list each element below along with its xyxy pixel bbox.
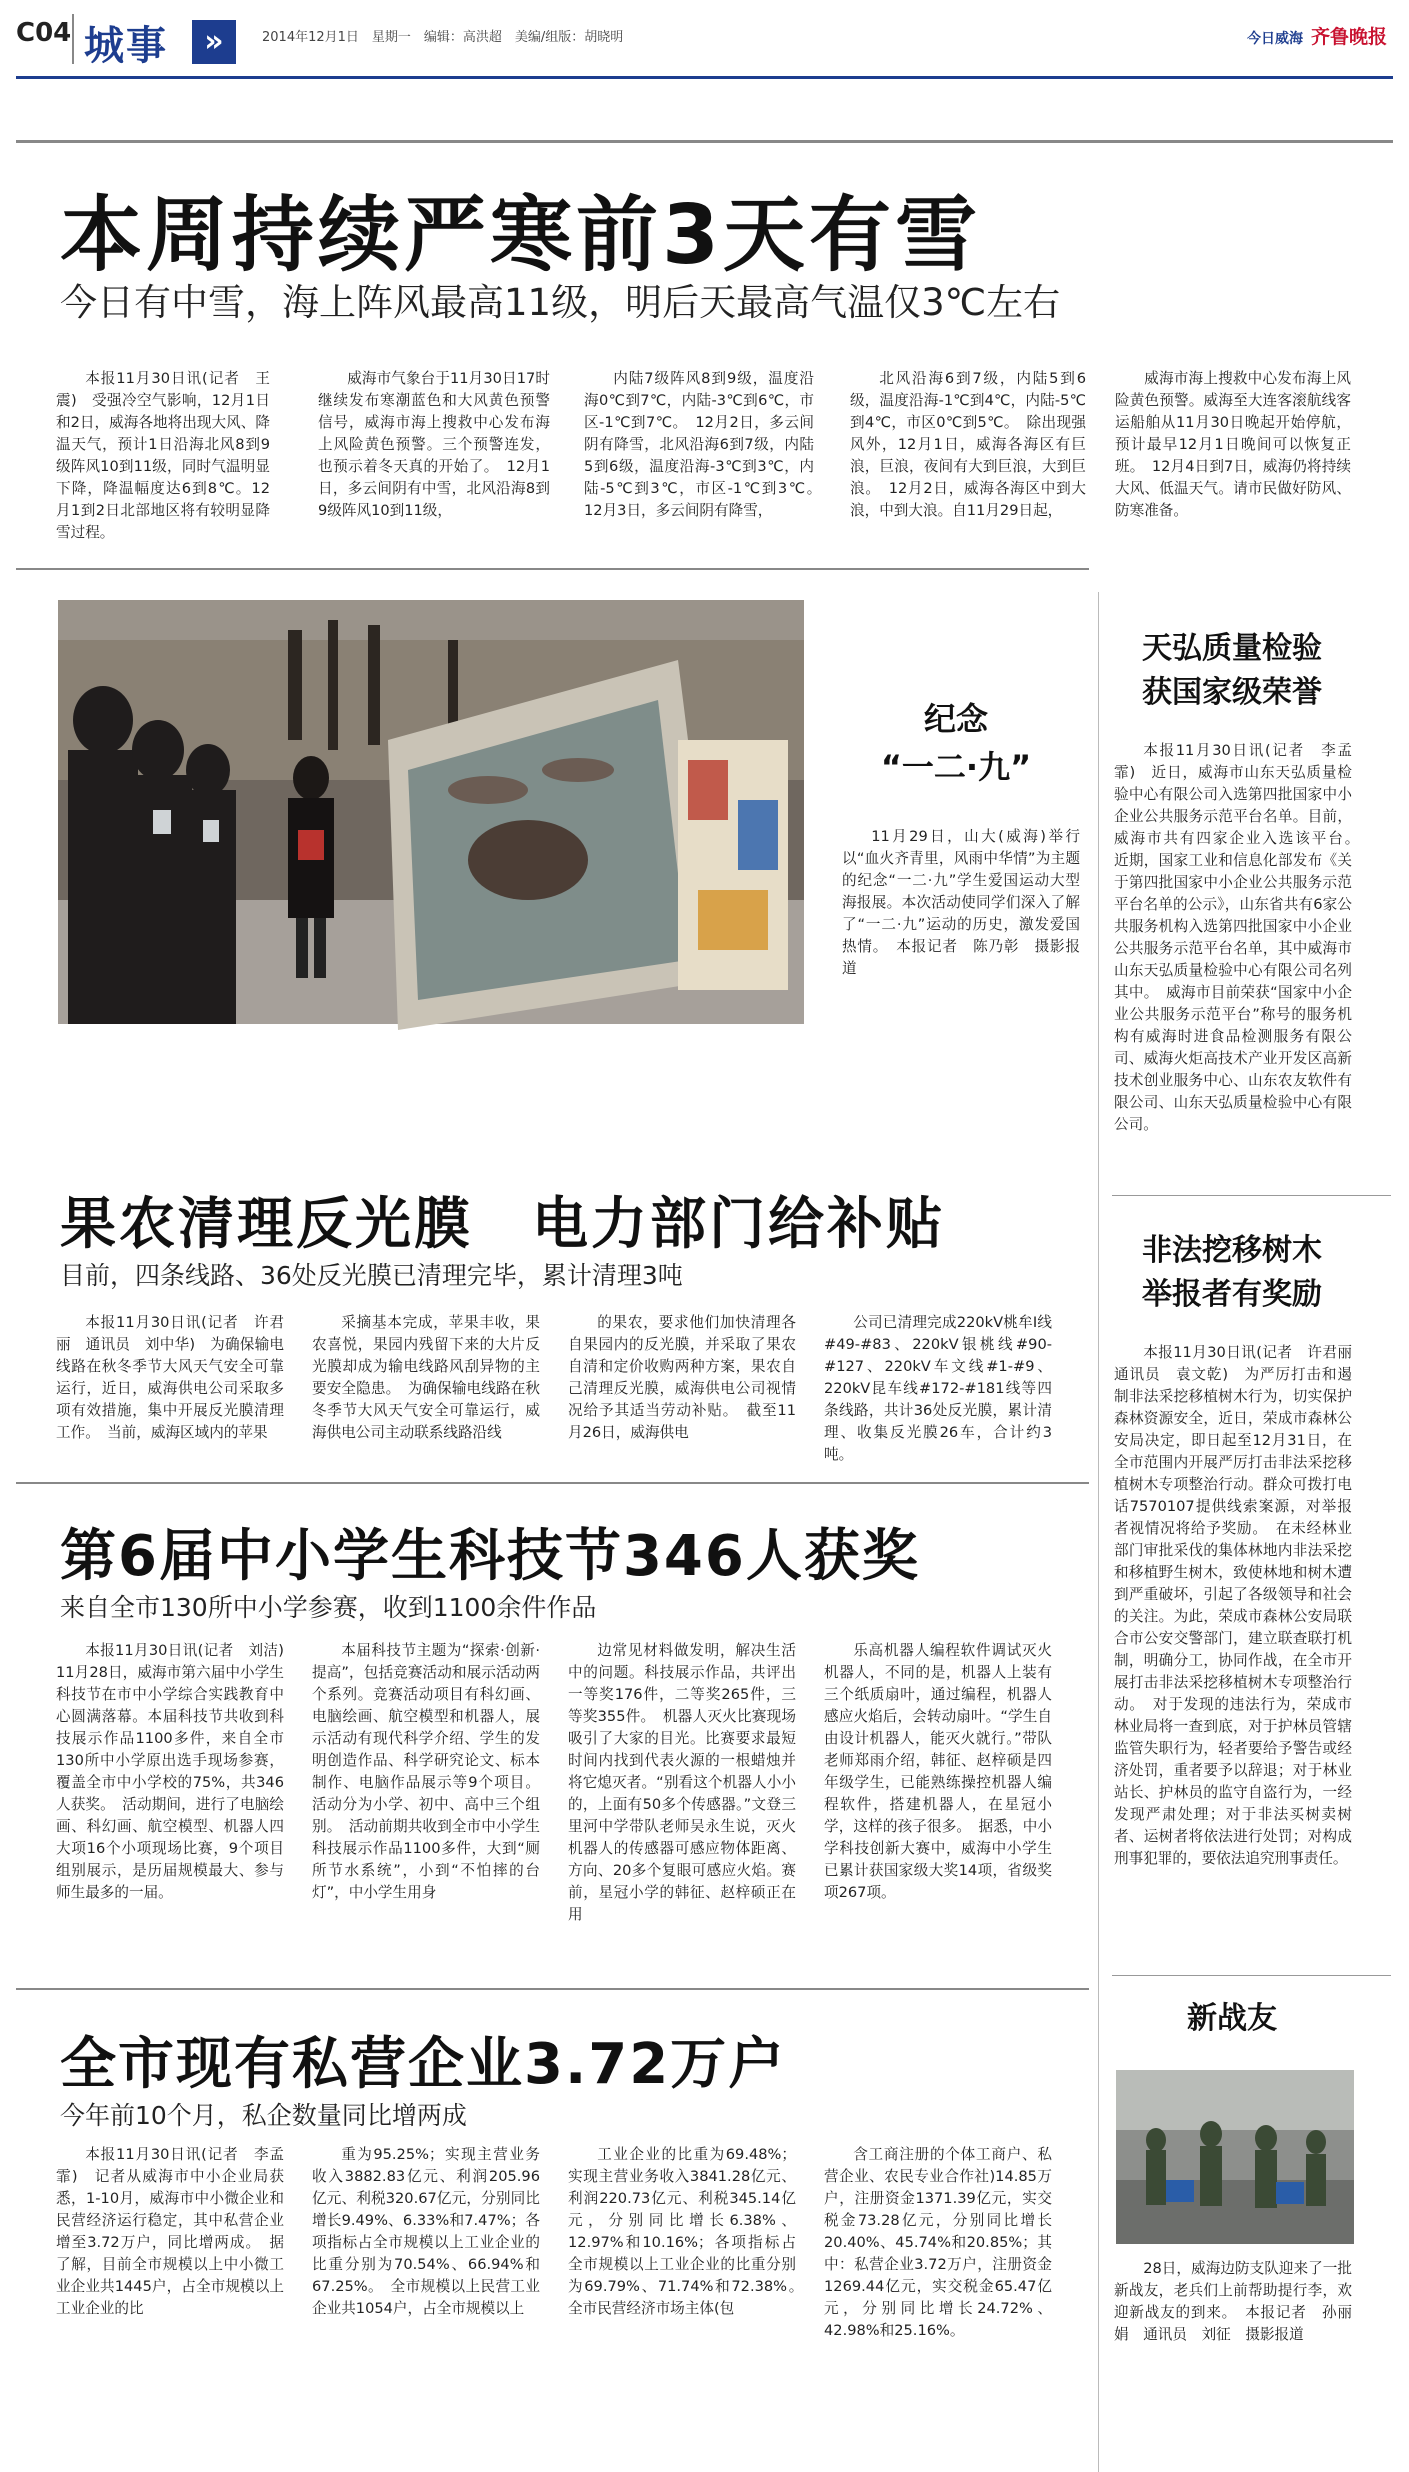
main-column-4: 北风沿海6到7级，内陆5到6级，温度沿海-1℃到4℃，内陆-5℃到4℃，市区0℃到5℃。 除出现强风外，12月1日，威海各海区有巨浪，巨浪，夜间有大到巨浪，大到巨浪。 12月2日，威海各海区中到大浪，中到大浪。自11月29日起， bbox=[850, 370, 1086, 519]
story4-column-3: 工业企业的比重为69.48%；实现主营业务收入3841.28亿元、利润220.73亿元、利税345.14亿元，分别同比增长6.38%、12.97%和10.16%；各项指标占全市规模以上工业企业的比重分别为69.79%、71.74%和72.38%。 全市民营经济市场主体(包 bbox=[568, 2146, 811, 2317]
main-column-1: 本报11月30日讯(记者 王震) 受强冷空气影响，12月1日和2日，威海各地将出现大风、降温天气，预计1日沿海北风8到9级阵风10到11级，同时气温明显下降，降温幅度达6到8℃。12月1到2日北部地区将有较明显降雪过程。 bbox=[56, 370, 270, 541]
sidebar-rule-2 bbox=[1112, 1975, 1391, 1976]
story2-column-1: 本报11月30日讯(记者 许君丽 通讯员 刘中华) 为确保输电线路在秋冬季节大风天气安全可靠运行，近日，威海供电公司采取多项有效措施，集中开展反光膜清理工作。 当前，威海区域内的苹果 bbox=[56, 1314, 284, 1441]
section-rule-3 bbox=[16, 1988, 1089, 1990]
sidebar2-body: 本报11月30日讯(记者 许君丽 通讯员 袁文乾) 为严厉打击和遏制非法采挖移植树木行为，切实保护森林资源安全，近日，荣成市森林公安局决定，即日起至12月31日，在全市范围内开展严厉打击非法采挖移植树木专项整治行动。群众可拨打电话7570107提供线索案源，对举报者视情况将给予奖励。 在未经林业部门审批采伐的集体林地内非法采挖和移植野生树木，致使林地和树木遭到严重破坏，引起了各级领导和社会的关注。为此，荣成市森林公安局联合市公安交警部门，建立联查联打机制，明确分工，协同作战，在全市开展打击非法采挖移植树木专项整治行动。 对于发现的违法行为，荣成市林业局将一查到底，对于护林员管辖监管失职行为，轻者要给予警告或经济处罚，重者要予以辞退；对于林业站长、护林员的监守自盗行为，一经发现严肃处理；对于非法买树卖树者、运树者将依法进行处罚；对构成刑事犯罪的，要依法追究刑事责任。 bbox=[1114, 1344, 1367, 1867]
story3-column-4: 乐高机器人编程软件调试灭火机器人，不同的是，机器人上装有三个纸质扇叶，通过编程，机器人感应火焰后，会转动扇叶。“学生自由设计机器人，能灭火就行。”带队老师郑雨介绍，韩征、赵梓硕是四年级学生，已能熟练操控机器人编程软件，搭建机器人，在星冠小学，这样的孩子很多。 据悉，中小学科技创新大赛中，威海中小学生已累计获国家级大奖14项，省级奖项267项。 bbox=[824, 1642, 1052, 1901]
sidebar3-title: 新战友 bbox=[1187, 2001, 1277, 2036]
photo-caption: 11月29日，山大(威海)举行以“血火齐青里，风雨中华情”为主题的纪念“一二·九”学生爱国运动大型海报展。本次活动使同学们深入了解了“一二·九”运动的历史，激发爱国热情。 本报记者 陈乃彰 摄影报道 bbox=[842, 828, 1080, 977]
main-column-5: 威海市海上搜救中心发布海上风险黄色预警。威海至大连客滚航线客运船舶从11月30日晚起开始停航，预计最早12月1日晚间可以恢复正班。 12月4日到7日，威海仍将持续大风、低温天气。请市民做好防风、防寒准备。 bbox=[1115, 370, 1351, 519]
headline-story3: 第6届中小学生科技节346人获奖 bbox=[60, 1524, 920, 1589]
sidebar3-caption: 28日，威海边防支队迎来了一批新战友，老兵们上前帮助提行李，欢迎新战友的到来。 本报记者 孙丽娟 通讯员 刘征 摄影报道 bbox=[1114, 2260, 1352, 2343]
header-divider bbox=[72, 14, 74, 64]
story2-column-2: 采摘基本完成，苹果丰收，果农喜悦，果园内残留下来的大片反光膜却成为输电线路风刮异物的主要安全隐患。 为确保输电线路在秋冬季节大风天气安全可靠运行，威海供电公司主动联系线路沿线 bbox=[312, 1314, 540, 1441]
sidebar1-body: 本报11月30日讯(记者 李孟霏) 近日，威海市山东天弘质量检验中心有限公司入选第四批国家中小企业公共服务示范平台名单。目前，威海市共有四家企业入选该平台。 近期，国家工业和信息化部发布《关于第四批国家中小企业公共服务示范平台名单的公示》，山东省共有6家公共服务机构入选第四批国家中小企业公共服务示范平台名单，其中威海市山东天弘质量检验中心有限公司名列其中。 威海市目前荣获“国家中小企业公共服务示范平台”称号的服务机构有威海时进食品检测服务有限公司、威海火炬高技术产业开发区高新技术创业服务中心、山东农友软件有限公司、山东天弘质量检验中心有限公司。 bbox=[1114, 742, 1367, 1133]
headline-main: 本周持续严寒前3天有雪 bbox=[60, 188, 982, 283]
brand-sub: 今日威海 bbox=[1246, 31, 1303, 47]
header-rule bbox=[16, 76, 1393, 79]
masthead-brand bbox=[1247, 22, 1387, 49]
main-column-3: 内陆7级阵风8到9级，温度沿海0℃到7℃，内陆-3℃到6℃，市区-1℃到7℃。 12月2日，多云间阴有降雪，北风沿海6到7级，内陆5到6级，温度沿海-3℃到3℃，内陆-5℃到3℃，市区-1℃到3℃。 12月3日，多云间阴有降雪， bbox=[584, 370, 829, 519]
header-rule-2 bbox=[16, 140, 1393, 143]
story4-column-4: 含工商注册的个体工商户、私营企业、农民专业合作社)14.85万户，注册资金1371.39亿元，实交税金73.28亿元，分别同比增长20.40%、45.74%和20.85%；其中：私营企业3.72万户，注册资金1269.44亿元，实交税金65.47亿元，分别同比增长24.72%、42.98%和25.16%。 bbox=[824, 2146, 1052, 2339]
story3-column-2: 本届科技节主题为“探索·创新·提高”，包括竞赛活动和展示活动两个系列。竞赛活动项目有科幻画、电脑绘画、航空模型和机器人，展示活动有现代科学介绍、学生的发明创造作品、科学研究论文、标本制作、电脑作品展示等9个项目。活动分为小学、初中、高中三个组别。 活动前期共收到全市中小学生科技展示作品1100多件，大到“厕所节水系统”，小到“不怕摔的台灯”，中小学生用身 bbox=[312, 1642, 540, 1901]
subheadline-story4: 今年前10个月，私企数量同比增两成 bbox=[60, 2101, 467, 2130]
page-number: C04 bbox=[16, 18, 72, 48]
subheadline-main: 今日有中雪，海上阵风最高11级，明后天最高气温仅3℃左右 bbox=[60, 281, 1061, 324]
subheadline-story3: 来自全市130所中小学参赛，收到1100余件作品 bbox=[60, 1593, 597, 1622]
headline-story4: 全市现有私营企业3.72万户 bbox=[60, 2032, 787, 2097]
story3-column-3: 边常见材料做发明，解决生活中的问题。科技展示作品，共评出一等奖176件，二等奖265件，三等奖355件。 机器人灭火比赛现场吸引了大家的目光。比赛要求最短时间内找到代表火源的一根蜡烛并将它熄灭者。“别看这个机器人小小的，上面有50多个传感器。”文登三里河中学带队老师吴永生说，灭火机器人的传感器可感应物体距离、方向、20多个复眼可感应火焰。赛前，星冠小学的韩征、赵梓硕正在用 bbox=[568, 1642, 796, 1923]
issue-meta: 2014年12月1日 星期一 编辑：高洪超 美编/组版：胡晓明 bbox=[262, 30, 624, 45]
story4-column-1: 本报11月30日讯(记者 李孟霏) 记者从威海市中小企业局获悉，1-10月，威海市中小微企业和民营经济运行稳定，其中私营企业增至3.72万户，同比增两成。 据了解，目前全市规模以上中小微工业企业共1445户，占全市规模以上工业企业的比 bbox=[56, 2146, 284, 2317]
sidebar2-title-1: 非法挖移树木 bbox=[1142, 1233, 1322, 1268]
story4-column-2: 重为95.25%；实现主营业务收入3882.83亿元、利润205.96亿元、利税320.67亿元，分别同比增长9.49%、6.33%和7.47%；各项指标占全市规模以上工业企业的比重分别为70.54%、66.94%和67.25%。 全市规模以上民营工业企业共1054户，占全市规模以上 bbox=[312, 2146, 540, 2317]
story2-column-3: 的果农，要求他们加快清理各自果园内的反光膜，并采取了果农自清和定价收购两种方案，果农自己清理反光膜，威海供电公司视情况给予其适当劳动补贴。 截至11月26日，威海供电 bbox=[568, 1314, 796, 1441]
brand-name: 齐鲁晚报 bbox=[1310, 26, 1387, 48]
exhibition-photo bbox=[58, 600, 804, 1024]
double-chevron-icon: » bbox=[192, 20, 236, 64]
photo-title-line2: “一二·九” bbox=[880, 748, 1032, 786]
sidebar-rule-1 bbox=[1112, 1195, 1391, 1196]
photo-title-line1: 纪念 bbox=[923, 700, 988, 738]
section-rule-2 bbox=[16, 1482, 1089, 1484]
sidebar1-title-2: 获国家级荣誉 bbox=[1142, 675, 1322, 710]
story3-column-1: 本报11月30日讯(记者 刘洁) 11月28日，威海市第六届中小学生科技节在市中小学综合实践教育中心圆满落幕。本届科技节共收到科技展示作品1100多件，来自全市130所中小学原出选手现场参赛，覆盖全市中小学校的75%，共346人获奖。 活动期间，进行了电脑绘画、科幻画、航空模型、机器人四大项16个小项现场比赛，9个项目组别展示，是历届规模最大、参与师生最多的一届。 bbox=[56, 1642, 299, 1901]
story2-column-4: 公司已清理完成220kV桃牟Ⅰ线#49-#83、220kV银桃线#90-#127、220kV车文线#1-#9、220kV昆车线#172-#181线等四条线路，共计36处反光膜，累计清理、收集反光膜26车，合计约3吨。 bbox=[824, 1314, 1052, 1463]
section-title: 城事 bbox=[84, 23, 168, 69]
subheadline-story2: 目前，四条线路、36处反光膜已清理完毕，累计清理3吨 bbox=[60, 1261, 683, 1290]
headline-story2: 果农清理反光膜 电力部门给补贴 bbox=[60, 1192, 945, 1257]
sidebar2-title-2: 举报者有奖励 bbox=[1142, 1277, 1322, 1312]
main-column-2: 威海市气象台于11月30日17时继续发布寒潮蓝色和大风黄色预警信号，威海市海上搜救中心发布海上风险黄色预警。三个预警连发，也预示着冬天真的开始了。 12月1日，多云间阴有中雪，北风沿海8到9级阵风10到11级， bbox=[318, 370, 550, 519]
soldiers-photo bbox=[1116, 2070, 1354, 2244]
column-divider bbox=[1098, 592, 1099, 2472]
section-rule-1 bbox=[16, 568, 1089, 570]
sidebar1-title-1: 天弘质量检验 bbox=[1142, 631, 1322, 666]
